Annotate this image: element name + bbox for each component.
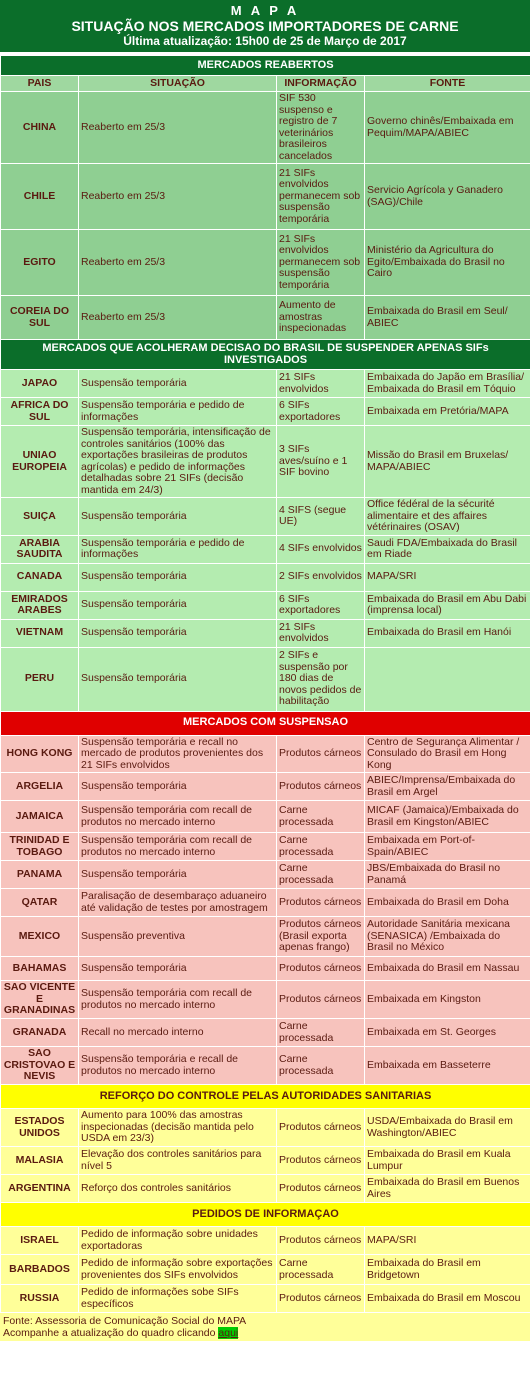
cell-fonte: Embaixada do Brasil em Bridgetown	[365, 1255, 530, 1285]
header-title: M A P A	[230, 3, 300, 18]
footer-source: Fonte: Assessoria de Comunicação Social do MAPA	[3, 1315, 247, 1327]
cell-situacao: Reaberto em 25/3	[79, 92, 277, 164]
cell-fonte: Embaixada em Pretória/MAPA	[365, 398, 530, 426]
cell-pais: MALASIA	[1, 1147, 79, 1175]
cell-fonte: MAPA/SRI	[365, 1227, 530, 1255]
cell-situacao: Reforço dos controles sanitários	[79, 1175, 277, 1203]
table-row	[1, 647, 530, 711]
table-row	[1, 773, 530, 801]
cell-pais: ARABIA SAUDITA	[1, 535, 79, 563]
cell-informacao: Aumento de amostras inspecionadas	[277, 296, 365, 340]
cell-informacao: Produtos cárneos	[277, 1109, 365, 1147]
cell-fonte: Embaixada do Japão em Brasília/ Embaixada do Brasil em Tóquio	[365, 370, 530, 398]
cell-pais: SAO CRISTOVAO E NEVIS	[1, 1047, 79, 1085]
cell-fonte: Embaixada do Brasil em Buenos Aires	[365, 1175, 530, 1203]
cell-informacao: 21 SIFs envolvidos permanecem sob suspensão temporária	[277, 164, 365, 230]
cell-informacao: Carne processada	[277, 1047, 365, 1085]
table-row	[1, 917, 530, 957]
cell-situacao: Suspensão temporária, intensificação de controles sanitários (100% das exportações brasileiras de produtos agrícolas) e pedido de informações detalhadas sobre 21 SIFs (decisão mantida em 24/3)	[79, 426, 277, 498]
cell-pais: JAPAO	[1, 370, 79, 398]
cell-fonte: Embaixada do Brasil em Hanói	[365, 619, 530, 647]
cell-informacao: Produtos cárneos	[277, 889, 365, 917]
cell-pais: EMIRADOS ARABES	[1, 591, 79, 619]
table-row	[1, 1175, 530, 1203]
cell-situacao: Suspensão temporária	[79, 498, 277, 536]
cell-informacao: 4 SIFs envolvidos	[277, 535, 365, 563]
table-row	[1, 1047, 530, 1085]
cell-informacao: Carne processada	[277, 801, 365, 833]
markets-table	[0, 55, 530, 1313]
cell-situacao: Suspensão temporária	[79, 370, 277, 398]
cell-pais: VIETNAM	[1, 619, 79, 647]
cell-informacao: Produtos cárneos	[277, 957, 365, 981]
table-row	[1, 1109, 530, 1147]
table-row	[1, 92, 530, 164]
cell-situacao: Suspensão temporária com recall de produtos no mercado interno	[79, 981, 277, 1019]
table-row	[1, 1285, 530, 1313]
cell-situacao: Pedido de informação sobre exportações provenientes dos SIFs envolvidos	[79, 1255, 277, 1285]
cell-situacao: Reaberto em 25/3	[79, 296, 277, 340]
table-row	[1, 535, 530, 563]
cell-informacao: 21 SIFs envolvidos	[277, 619, 365, 647]
cell-pais: BAHAMAS	[1, 957, 79, 981]
cell-fonte: Office fédéral de la sécurité alimentaire et des affaires vétérinaires (OSAV)	[365, 498, 530, 536]
cell-fonte: MICAF (Jamaica)/Embaixada do Brasil em Kingston/ABIEC	[365, 801, 530, 833]
footer-link-aqui[interactable]: aqui	[218, 1327, 239, 1339]
section-header-acolheram	[1, 340, 530, 370]
cell-pais: COREIA DO SUL	[1, 296, 79, 340]
cell-fonte: Embaixada do Brasil em Abu Dabi (imprensa local)	[365, 591, 530, 619]
cell-pais: PERU	[1, 647, 79, 711]
table-row	[1, 1019, 530, 1047]
column-header: SITUAÇÃO	[79, 76, 277, 92]
header-subtitle: SITUAÇÃO NOS MERCADOS IMPORTADORES DE CARNE	[71, 18, 459, 34]
cell-situacao: Suspensão temporária	[79, 647, 277, 711]
cell-informacao: Carne processada	[277, 1019, 365, 1047]
footer-follow	[3, 1327, 527, 1339]
table-row	[1, 1255, 530, 1285]
cell-pais: HONG KONG	[1, 735, 79, 773]
cell-fonte: Embaixada em St. Georges	[365, 1019, 530, 1047]
cell-situacao: Elevação dos controles sanitários para nível 5	[79, 1147, 277, 1175]
table-row	[1, 833, 530, 861]
section-header-suspensao	[1, 711, 530, 735]
cell-informacao: 6 SIFs exportadores	[277, 591, 365, 619]
section-title: REFORÇO DO CONTROLE PELAS AUTORIDADES SANITARIAS	[1, 1085, 530, 1109]
cell-fonte: Missão do Brasil em Bruxelas/ MAPA/ABIEC	[365, 426, 530, 498]
cell-fonte: Servicio Agrícola y Ganadero (SAG)/Chile	[365, 164, 530, 230]
cell-fonte: Embaixada em Kingston	[365, 981, 530, 1019]
cell-informacao: 3 SIFs aves/suíno e 1 SIF bovino	[277, 426, 365, 498]
cell-fonte: Embaixada em Basseterre	[365, 1047, 530, 1085]
header-updated: Última atualização: 15h00 de 25 de Março de 2017	[123, 34, 407, 48]
table-row	[1, 498, 530, 536]
table-row	[1, 861, 530, 889]
cell-pais: SAO VICENTE E GRANADINAS	[1, 981, 79, 1019]
table-row	[1, 735, 530, 773]
table-row	[1, 164, 530, 230]
cell-situacao: Suspensão temporária e pedido de informações	[79, 535, 277, 563]
cell-informacao: Produtos cárneos	[277, 1175, 365, 1203]
cell-informacao: Produtos cárneos	[277, 735, 365, 773]
table-row	[1, 398, 530, 426]
cell-fonte: MAPA/SRI	[365, 563, 530, 591]
cell-situacao: Suspensão temporária com recall de produtos no mercado interno	[79, 833, 277, 861]
cell-pais: ARGELIA	[1, 773, 79, 801]
cell-situacao: Paralisação de desembaraço aduaneiro até validação de testes por amostragem	[79, 889, 277, 917]
cell-pais: ARGENTINA	[1, 1175, 79, 1203]
cell-pais: BARBADOS	[1, 1255, 79, 1285]
cell-pais: CANADA	[1, 563, 79, 591]
cell-situacao: Suspensão temporária	[79, 619, 277, 647]
cell-situacao: Suspensão temporária com recall de produtos no mercado interno	[79, 801, 277, 833]
cell-informacao: Carne processada	[277, 833, 365, 861]
cell-situacao: Suspensão temporária	[79, 591, 277, 619]
table-row	[1, 981, 530, 1019]
cell-pais: TRINIDAD E TOBAGO	[1, 833, 79, 861]
table-row	[1, 370, 530, 398]
section-title: MERCADOS COM SUSPENSAO	[1, 711, 530, 735]
cell-pais: SUIÇA	[1, 498, 79, 536]
section-header-reabertos	[1, 56, 530, 76]
cell-informacao: Produtos cárneos	[277, 773, 365, 801]
column-header: FONTE	[365, 76, 530, 92]
cell-fonte: Embaixada do Brasil em Moscou	[365, 1285, 530, 1313]
table-row	[1, 1147, 530, 1175]
cell-pais: GRANADA	[1, 1019, 79, 1047]
cell-situacao: Suspensão temporária e recall no mercado de produtos provenientes dos 21 SIFs envolvidos	[79, 735, 277, 773]
cell-situacao: Recall no mercado interno	[79, 1019, 277, 1047]
cell-situacao: Suspensão temporária e recall de produtos no mercado interno	[79, 1047, 277, 1085]
cell-pais: AFRICA DO SUL	[1, 398, 79, 426]
cell-situacao: Reaberto em 25/3	[79, 230, 277, 296]
cell-informacao: Carne processada	[277, 861, 365, 889]
cell-informacao: 6 SIFs exportadores	[277, 398, 365, 426]
cell-pais: QATAR	[1, 889, 79, 917]
page-header	[0, 0, 530, 55]
table-row	[1, 591, 530, 619]
cell-fonte: Embaixada do Brasil em Kuala Lumpur	[365, 1147, 530, 1175]
table-row	[1, 426, 530, 498]
cell-situacao: Suspensão preventiva	[79, 917, 277, 957]
section-header-reforco	[1, 1085, 530, 1109]
cell-informacao: 21 SIFs envolvidos permanecem sob suspensão temporária	[277, 230, 365, 296]
cell-situacao: Reaberto em 25/3	[79, 164, 277, 230]
cell-informacao: Produtos cárneos	[277, 1227, 365, 1255]
column-header: PAIS	[1, 76, 79, 92]
section-title: PEDIDOS DE INFORMAÇAO	[1, 1203, 530, 1227]
cell-situacao: Pedido de informação sobre unidades exportadoras	[79, 1227, 277, 1255]
table-row	[1, 889, 530, 917]
table-row	[1, 296, 530, 340]
cell-pais: PANAMA	[1, 861, 79, 889]
cell-pais: RUSSIA	[1, 1285, 79, 1313]
table-row	[1, 801, 530, 833]
cell-pais: JAMAICA	[1, 801, 79, 833]
cell-fonte: USDA/Embaixada do Brasil em Washington/ABIEC	[365, 1109, 530, 1147]
cell-informacao: Produtos cárneos	[277, 1147, 365, 1175]
cell-pais: CHILE	[1, 164, 79, 230]
cell-fonte: Embaixada do Brasil em Seul/ ABIEC	[365, 296, 530, 340]
cell-fonte: Governo chinês/Embaixada em Pequim/MAPA/ABIEC	[365, 92, 530, 164]
cell-fonte: Embaixada do Brasil em Doha	[365, 889, 530, 917]
table-row	[1, 957, 530, 981]
table-row	[1, 563, 530, 591]
cell-pais: ISRAEL	[1, 1227, 79, 1255]
cell-situacao: Suspensão temporária e pedido de informações	[79, 398, 277, 426]
cell-informacao: 2 SIFs e suspensão por 180 dias de novos pedidos de habilitação	[277, 647, 365, 711]
cell-situacao: Pedido de informações sobe SIFs específicos	[79, 1285, 277, 1313]
cell-pais: MEXICO	[1, 917, 79, 957]
cell-informacao: SIF 530 suspenso e registro de 7 veterinários brasileiros cancelados	[277, 92, 365, 164]
cell-fonte: Embaixada em Port-of-Spain/ABIEC	[365, 833, 530, 861]
cell-situacao: Suspensão temporária	[79, 861, 277, 889]
cell-informacao: 21 SIFs envolvidos	[277, 370, 365, 398]
cell-fonte: JBS/Embaixada do Brasil no Panamá	[365, 861, 530, 889]
footer-follow-text: Acompanhe a atualização do quadro clicando	[3, 1327, 216, 1339]
table-row	[1, 230, 530, 296]
cell-fonte: Ministério da Agricultura do Egito/Embaixada do Brasil no Cairo	[365, 230, 530, 296]
footer	[0, 1313, 530, 1341]
cell-pais: CHINA	[1, 92, 79, 164]
cell-fonte	[365, 647, 530, 711]
cell-fonte: Autoridade Sanitária mexicana (SENASICA) /Embaixada do Brasil no México	[365, 917, 530, 957]
section-header-pedidos	[1, 1203, 530, 1227]
cell-informacao: Produtos cárneos (Brasil exporta apenas frango)	[277, 917, 365, 957]
table-row	[1, 619, 530, 647]
cell-situacao: Suspensão temporária	[79, 957, 277, 981]
cell-informacao: Produtos cárneos	[277, 1285, 365, 1313]
cell-pais: ESTADOS UNIDOS	[1, 1109, 79, 1147]
cell-fonte: ABIEC/Imprensa/Embaixada do Brasil em Argel	[365, 773, 530, 801]
cell-situacao: Suspensão temporária	[79, 773, 277, 801]
cell-fonte: Embaixada do Brasil em Nassau	[365, 957, 530, 981]
cell-situacao: Aumento para 100% das amostras inspecionadas (decisão mantida pelo USDA em 23/3)	[79, 1109, 277, 1147]
section-title: MERCADOS REABERTOS	[1, 56, 530, 76]
cell-informacao: Produtos cárneos	[277, 981, 365, 1019]
column-header: INFORMAÇÃO	[277, 76, 365, 92]
cell-fonte: Saudi FDA/Embaixada do Brasil em Riade	[365, 535, 530, 563]
cell-fonte: Centro de Segurança Alimentar / Consulado do Brasil em Hong Kong	[365, 735, 530, 773]
section-title: MERCADOS QUE ACOLHERAM DECISAO DO BRASIL DE SUSPENDER APENAS SIFs INVESTIGADOS	[1, 340, 530, 370]
cell-situacao: Suspensão temporária	[79, 563, 277, 591]
cell-informacao: Carne processada	[277, 1255, 365, 1285]
table-row	[1, 1227, 530, 1255]
cell-informacao: 2 SIFs envolvidos	[277, 563, 365, 591]
column-header-row	[1, 76, 530, 92]
cell-informacao: 4 SIFS (segue UE)	[277, 498, 365, 536]
cell-pais: EGITO	[1, 230, 79, 296]
cell-pais: UNIAO EUROPEIA	[1, 426, 79, 498]
